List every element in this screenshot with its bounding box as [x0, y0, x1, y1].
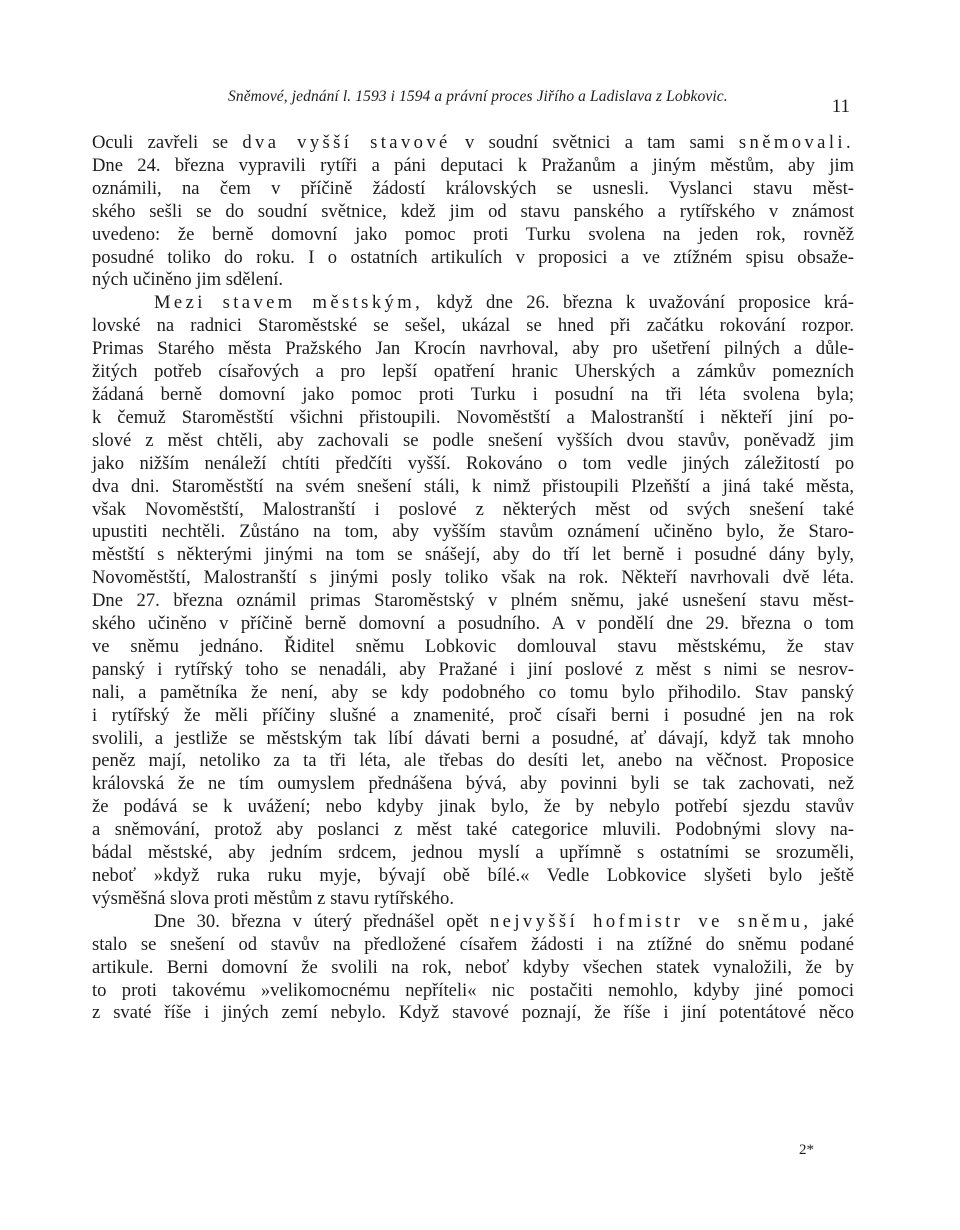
text-segment: jaké — [811, 910, 854, 932]
text-line — [92, 957, 854, 980]
text-segment: Primas Starého města Pražského Jan Krocín navrhoval, aby pro ušetření pilných a důle- — [92, 338, 854, 360]
text-segment: jako nižším nenáleží chtíti předčíti vyšší. Rokováno o tom vedle jiných záležitostí po — [92, 452, 854, 474]
text-line — [92, 911, 854, 934]
text-line — [92, 659, 854, 682]
text-line — [92, 292, 854, 315]
text-segment: městští s některými jinými na tom se snášejí, aby do tří let berně i posudné dány byly, — [92, 544, 854, 566]
text-segment: Dne 24. března vypravili rytíři a páni deputaci k Pražanům a jiným městům, aby jim — [92, 154, 854, 176]
text-segment: a sněmování, protož aby poslanci z měst také categorice mluvili. Podobnými slovy na- — [92, 819, 854, 841]
text-segment: stalo se snešení od stavův na předložené císařem žádosti i na ztížné do sněmu podané — [92, 933, 854, 955]
text-segment: oznámili, na čem v příčině žádostí královských se usnesli. Vyslanci stavu měst- — [92, 177, 854, 199]
text-segment: peněz mají, netoliko za ta tři léta, ale třebas do desíti let, anebo na věčnost. Proposice — [92, 750, 854, 772]
text-line — [92, 682, 854, 705]
text-line — [92, 796, 854, 819]
signature-mark: 2* — [799, 1142, 814, 1158]
text-line — [92, 132, 854, 155]
text-segment: slové z měst chtěli, aby zachovali se podle snešení vyšších dvou stavův, poněvadž jim — [92, 429, 854, 451]
text-line — [92, 544, 854, 567]
text-segment: Oculi zavřeli se — [92, 132, 243, 153]
text-segment: to proti takovému »velikomocnému nepříteli« nic postačiti nemohlo, kdyby jiné pomoci — [92, 979, 854, 1001]
text-line — [92, 178, 854, 201]
text-line — [92, 407, 854, 430]
text-line — [92, 888, 854, 911]
text-segment: k čemuž Staroměstští všichni přistoupili. Novoměstští a Malostranští i někteří jiní po- — [92, 406, 854, 428]
spaced-emphasis: dva vyšší stavové — [242, 132, 451, 153]
text-line — [92, 934, 854, 957]
text-segment: ského sešli se do soudní světnice, kdež jim od stavu panského a rytířského v známost — [92, 200, 854, 222]
text-line — [92, 338, 854, 361]
text-line — [92, 773, 854, 796]
text-segment: dva dni. Staroměstští na svém snešení stáli, k nimž přistoupili Plzeňští a jiná také města, — [92, 475, 854, 497]
text-line — [92, 430, 854, 453]
text-line — [92, 224, 854, 247]
text-line — [92, 201, 854, 224]
text-segment: v soudní světnici a tam sami — [450, 132, 739, 153]
text-line — [92, 728, 854, 751]
text-line — [92, 247, 854, 270]
page-number: 11 — [831, 96, 850, 117]
text-line — [92, 361, 854, 384]
text-segment: když dne 26. března k uvažování proposice krá- — [423, 292, 854, 314]
text-segment: žitých potřeb císařových a pro lepší opatření hranic Uherských a zámkův pomezních — [92, 361, 854, 383]
text-segment: posudné toliko do roku. I o ostatních artikulích v proposici a ve ztížném spisu obsaže- — [92, 246, 854, 268]
text-segment: panský i rytířský toho se nenadáli, aby Pražané i jiní poslové z měst s nimi se nesrov- — [92, 658, 854, 680]
text-line — [92, 865, 854, 888]
spaced-emphasis: sněmovali. — [738, 132, 854, 153]
text-segment: žádaná berně domovní jako pomoc proti Turku i posudní na tři léta svolena byla; — [92, 383, 854, 405]
text-line — [92, 384, 854, 407]
text-line — [92, 705, 854, 728]
text-segment: ných učiněno jim sdělení. — [92, 269, 284, 291]
text-line — [92, 269, 854, 292]
text-segment: Dne 30. března v úterý přednášel opět — [154, 910, 490, 932]
body-text — [92, 132, 854, 1025]
text-segment: Dne 27. března oznámil primas Staroměstský v plném sněmu, jaké usnešení stavu měst- — [92, 590, 854, 612]
text-segment: i rytířský že měli příčiny slušné a znamenité, proč císaři berni i posudné jen na rok — [92, 704, 854, 726]
text-segment: královská že ne tím oumyslem přednášena bývá, aby povinni byli se tak zachovati, než — [92, 773, 854, 795]
text-segment: ve sněmu jednáno. Řiditel sněmu Lobkovic domlouval stavu městskému, že stav — [92, 635, 854, 657]
text-line — [92, 1002, 854, 1025]
text-segment: bádal městské, aby jedním srdcem, jednou myslí a upřímně s ostatními se srozuměli, — [92, 842, 854, 864]
text-segment: nali, a pamětníka že není, aby se kdy podobného co tomu bylo přihodilo. Stav panský — [92, 681, 854, 703]
text-line — [92, 613, 854, 636]
text-segment: neboť »když ruka ruku myje, bývají obě bílé.« Vedle Lobkovice slyšeti bylo ještě — [92, 865, 854, 886]
text-segment: upustiti nechtěli. Zůstáno na tom, aby vyšším stavům oznámení učiněno bylo, že Staro- — [92, 521, 854, 543]
running-head: Sněmové, jednání l. 1593 i 1594 a právní proces Jiřího a Ladislava z Lobkovic. — [228, 88, 728, 105]
text-segment: výsměšná slova proti městům z stavu rytířského. — [92, 887, 455, 909]
text-line — [92, 499, 854, 522]
text-line — [92, 453, 854, 476]
text-segment: že podává se k uvážení; nebo kdyby jinak bylo, že by nebylo potřebí sjezdu stavův — [92, 796, 854, 818]
spaced-emphasis: nejvyšší hofmistr ve sněmu, — [489, 910, 812, 932]
text-line — [92, 155, 854, 178]
text-line — [92, 521, 854, 544]
text-line — [92, 842, 854, 865]
text-segment: uvedeno: že berně domovní jako pomoc proti Turku svolena na jeden rok, rovněž — [92, 223, 854, 245]
text-segment: svolili, a jestliže se městským tak líbí dávati berni a posudné, ať dávají, když tak mnoho — [92, 727, 854, 749]
text-segment: artikule. Berni domovní že svolili na rok, neboť kdyby všechen statek vynaložili, že by — [92, 956, 854, 978]
text-segment: z svaté říše i jiných zemí nebylo. Když stavové poznají, že říše i jiní potentátové něco — [92, 1002, 854, 1024]
text-line — [92, 476, 854, 499]
text-line — [92, 819, 854, 842]
text-segment: lovské na radnici Staroměstské se sešel, ukázal se hned při začátku rokování rozpor. — [92, 315, 854, 337]
text-line — [92, 315, 854, 338]
text-line — [92, 750, 854, 773]
text-segment: Novoměstští, Malostranští s jinými posly toliko však na rok. Někteří navrhovali dvě léta. — [92, 567, 854, 589]
text-line — [92, 590, 854, 613]
spaced-emphasis: Mezi stavem městským, — [154, 292, 424, 314]
text-line — [92, 567, 854, 590]
text-segment: však Novoměstští, Malostranští i poslové z některých měst od svých snešení také — [92, 498, 854, 520]
text-segment: ského učiněno v příčině berně domovní a posudního. A v pondělí dne 29. března o tom — [92, 613, 854, 635]
text-line — [92, 636, 854, 659]
text-line — [92, 980, 854, 1003]
